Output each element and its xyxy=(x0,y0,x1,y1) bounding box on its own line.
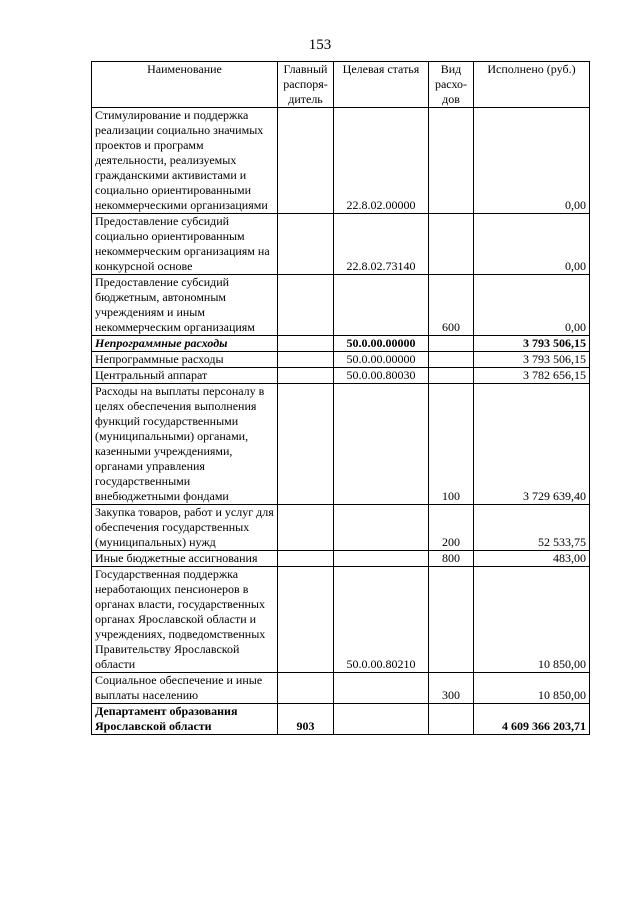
row-amount: 483,00 xyxy=(474,551,590,567)
row-amount: 4 609 366 203,71 xyxy=(474,704,590,735)
row-name: Социальное обеспечение и иные выплаты населению xyxy=(92,673,278,704)
row-expense-type xyxy=(429,567,474,673)
row-chief-administrator xyxy=(278,673,334,704)
row-name: Государственная поддержка неработающих пенсионеров в органах власти, государственных органах Ярославской области и учреждениях, подведомственных Правительству Ярославской области xyxy=(92,567,278,673)
row-expense-type xyxy=(429,214,474,275)
row-target-article: 50.0.00.00000 xyxy=(334,352,429,368)
row-name: Центральный аппарат xyxy=(92,368,278,384)
row-target-article: 22.8.02.00000 xyxy=(334,108,429,214)
row-amount: 0,00 xyxy=(474,108,590,214)
row-amount: 10 850,00 xyxy=(474,673,590,704)
row-amount: 3 729 639,40 xyxy=(474,384,590,505)
table-row xyxy=(92,505,590,551)
row-expense-type xyxy=(429,368,474,384)
table-row xyxy=(92,108,590,214)
row-name: Расходы на выплаты персоналу в целях обеспечения выполнения функций государственными (муниципальными) органами, казенными учреждениями, органами управления государственными внебюджетными фондами xyxy=(92,384,278,505)
row-amount: 3 782 656,15 xyxy=(474,368,590,384)
row-chief-administrator xyxy=(278,352,334,368)
table-row xyxy=(92,275,590,336)
row-amount: 3 793 506,15 xyxy=(474,352,590,368)
table-row-section xyxy=(92,336,590,352)
row-chief-administrator: 903 xyxy=(278,704,334,735)
row-amount: 10 850,00 xyxy=(474,567,590,673)
row-expense-type xyxy=(429,704,474,735)
table-row xyxy=(92,352,590,368)
page-number: 153 xyxy=(308,37,332,53)
row-chief-administrator xyxy=(278,505,334,551)
row-name: Непрограммные расходы xyxy=(92,336,278,352)
row-amount: 3 793 506,15 xyxy=(474,336,590,352)
row-chief-administrator xyxy=(278,214,334,275)
row-name: Закупка товаров, работ и услуг для обеспечения государственных (муниципальных) нужд xyxy=(92,505,278,551)
row-amount: 0,00 xyxy=(474,275,590,336)
row-target-article xyxy=(334,704,429,735)
row-target-article xyxy=(334,384,429,505)
expenditure-table xyxy=(91,61,590,735)
table-row xyxy=(92,384,590,505)
header-chief-administrator: Главный распоря-дитель xyxy=(278,62,334,108)
row-expense-type: 600 xyxy=(429,275,474,336)
row-expense-type xyxy=(429,336,474,352)
row-name: Предоставление субсидий социально ориентированным некоммерческим организациям на конкурсной основе xyxy=(92,214,278,275)
row-expense-type xyxy=(429,108,474,214)
row-expense-type: 300 xyxy=(429,673,474,704)
row-chief-administrator xyxy=(278,368,334,384)
row-chief-administrator xyxy=(278,275,334,336)
table-row xyxy=(92,567,590,673)
table-row xyxy=(92,551,590,567)
header-target-article: Целевая статья xyxy=(334,62,429,108)
row-expense-type: 800 xyxy=(429,551,474,567)
row-name: Предоставление субсидий бюджетным, автономным учреждениям и иным некоммерческим организациям xyxy=(92,275,278,336)
row-chief-administrator xyxy=(278,336,334,352)
row-target-article: 50.0.00.80210 xyxy=(334,567,429,673)
header-executed-amount: Исполнено (руб.) xyxy=(474,62,590,108)
row-amount: 0,00 xyxy=(474,214,590,275)
header-name: Наименование xyxy=(92,62,278,108)
row-target-article xyxy=(334,551,429,567)
row-chief-administrator xyxy=(278,108,334,214)
row-amount: 52 533,75 xyxy=(474,505,590,551)
table-row xyxy=(92,214,590,275)
row-expense-type xyxy=(429,352,474,368)
table-row-department xyxy=(92,704,590,735)
row-name: Стимулирование и поддержка реализации социально значимых проектов и программ деятельности, реализуемых гражданскими активистами и социально ориентированными некоммерческими организациями xyxy=(92,108,278,214)
row-expense-type: 100 xyxy=(429,384,474,505)
table-header-row xyxy=(92,62,590,108)
row-chief-administrator xyxy=(278,551,334,567)
row-chief-administrator xyxy=(278,567,334,673)
row-target-article xyxy=(334,505,429,551)
row-name: Департамент образования Ярославской области xyxy=(92,704,278,735)
row-name: Иные бюджетные ассигнования xyxy=(92,551,278,567)
table-row xyxy=(92,368,590,384)
row-target-article: 50.0.00.00000 xyxy=(334,336,429,352)
row-chief-administrator xyxy=(278,384,334,505)
row-expense-type: 200 xyxy=(429,505,474,551)
table-row xyxy=(92,673,590,704)
row-target-article: 22.8.02.73140 xyxy=(334,214,429,275)
header-expense-type: Вид расхо-дов xyxy=(429,62,474,108)
row-target-article: 50.0.00.80030 xyxy=(334,368,429,384)
row-target-article xyxy=(334,673,429,704)
row-target-article xyxy=(334,275,429,336)
row-name: Непрограммные расходы xyxy=(92,352,278,368)
